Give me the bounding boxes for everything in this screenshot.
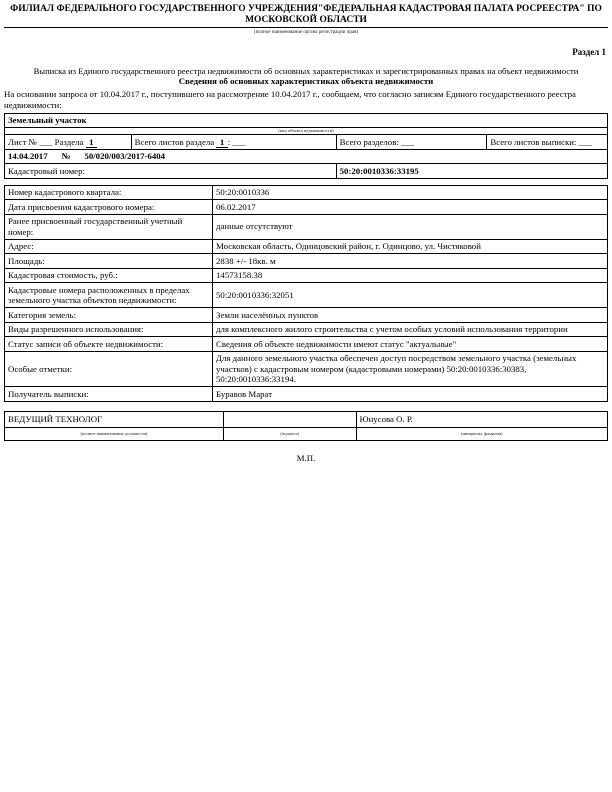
- intro-paragraph: На основании запроса от 10.04.2017 г., поступившего на рассмотрение 10.04.2017 г., сообщаем, что согласно записям Единого государственного реестра недвижимости:: [4, 88, 576, 110]
- row-value: 06.02.2017: [213, 200, 608, 215]
- row-value: 50:20:0010336:32051: [213, 283, 608, 308]
- object-type-caption: (вид объекта недвижимости): [5, 128, 608, 135]
- cadastral-number-row: [5, 164, 608, 179]
- table-row: [5, 322, 608, 337]
- sheet-number-label: Лист № ___ Раздела: [8, 136, 86, 147]
- cadastral-number-label: Кадастровый номер:: [5, 164, 337, 179]
- sheet-number-value: 1: [86, 137, 97, 148]
- document-title: Выписка из Единого государственного реестра недвижимости об основных характеристиках и зарегистрированных правах на объект недвижимости: [33, 65, 579, 76]
- date-number-row: [5, 149, 608, 164]
- table-row: [5, 200, 608, 215]
- row-value: Сведения об объекте недвижимости имеют статус "актуальные": [213, 337, 608, 352]
- sheet-number-cell: [5, 135, 132, 150]
- sections-total-cell: Всего разделов: ___: [336, 135, 487, 150]
- row-label: Особые отметки:: [5, 351, 213, 387]
- table-row: [5, 387, 608, 402]
- object-type-caption-row: [5, 128, 608, 135]
- table-row: [5, 308, 608, 323]
- signature-caption: (подпись): [223, 427, 356, 440]
- row-value: 14573158.38: [213, 268, 608, 283]
- row-label: Адрес:: [5, 239, 213, 254]
- signature-space: [223, 411, 356, 427]
- table-row: [5, 283, 608, 308]
- org-name: ФИЛИАЛ ФЕДЕРАЛЬНОГО ГОСУДАРСТВЕННОГО УЧРЕЖДЕНИЯ"ФЕДЕРАЛЬНАЯ КАДАСТРОВАЯ ПАЛАТА РОСРЕЕСТРА" ПО МОСКОВСКОЙ ОБЛАСТИ: [4, 3, 608, 28]
- row-label: Кадастровая стоимость, руб.:: [5, 268, 213, 283]
- position-caption: (полное наименование должности): [5, 427, 224, 440]
- row-label: Виды разрешенного использования:: [5, 322, 213, 337]
- extract-number: 50/020/003/2017-6404: [84, 151, 166, 161]
- table-row: [5, 254, 608, 269]
- sheets-total-label: Всего листов раздела: [134, 136, 217, 147]
- row-label: Кадастровые номера расположенных в пределах земельного участка объектов недвижимости:: [5, 283, 213, 308]
- signer-name: Юнусова О. Р.: [356, 411, 607, 427]
- row-value: 2838 +/- 18кв. м: [213, 254, 608, 269]
- number-sign: №: [61, 151, 71, 161]
- extract-date: 14.04.2017: [8, 151, 48, 161]
- sheets-total-value: 1: [216, 137, 227, 148]
- characteristics-table: [4, 185, 608, 402]
- signer-position: ВЕДУЩИЙ ТЕХНОЛОГ: [5, 411, 224, 427]
- object-type: Земельный участок: [5, 113, 608, 128]
- org-name-caption: (полное наименование органа регистрации прав): [253, 29, 359, 35]
- sheets-total-cell: [131, 135, 336, 150]
- cadastral-number-value: 50:20:0010336:33195: [336, 164, 607, 179]
- row-value: для комплексного жилого строительства с учетом особых условий использования территории: [213, 322, 608, 337]
- row-label: Статус записи об объекте недвижимости:: [5, 337, 213, 352]
- table-row: [5, 351, 608, 387]
- row-value: данные отсутствуют: [213, 214, 608, 239]
- signature-captions-row: [5, 427, 608, 440]
- section-label: Раздел 1: [572, 46, 606, 57]
- row-value: Московская область, Одинцовский район, г. Одинцово, ул. Чистяковой: [213, 239, 608, 254]
- sheet-counters-row: [5, 135, 608, 150]
- date-number-cell: [5, 149, 608, 164]
- row-value: Для данного земельного участка обеспечен доступ посредством земельного участка (земельных участков) с кадастровым номером (кадастровыми номерами) 50:20:0010336:30383, 50:20:0010336:33194.: [213, 351, 608, 387]
- row-label: Дата присвоения кадастрового номера:: [5, 200, 213, 215]
- document-subtitle: Сведения об основных характеристиках объекта недвижимости: [178, 76, 434, 86]
- signature-row: [5, 411, 608, 427]
- signature-table: [4, 411, 608, 441]
- seal-place-label: М.П.: [296, 452, 316, 463]
- table-row: [5, 337, 608, 352]
- row-label: Ранее присвоенный государственный учетный номер:: [5, 214, 213, 239]
- table-row: [5, 214, 608, 239]
- row-label: Категория земель:: [5, 308, 213, 323]
- row-label: Получатель выписки:: [5, 387, 213, 402]
- row-label: Номер кадастрового квартала:: [5, 185, 213, 200]
- table-row: [5, 268, 608, 283]
- table-row: [5, 185, 608, 200]
- object-type-row: [5, 113, 608, 128]
- row-value: 50:20:0010336: [213, 185, 608, 200]
- name-caption: (инициалы, фамилия): [356, 427, 607, 440]
- row-value: Буравов Марат: [213, 387, 608, 402]
- row-value: Земли населённых пунктов: [213, 308, 608, 323]
- extract-sheets-total-cell: Всего листов выписки: ___: [487, 135, 608, 150]
- table-row: [5, 239, 608, 254]
- sheets-total-suffix: : ___: [227, 136, 246, 147]
- row-label: Площадь:: [5, 254, 213, 269]
- head-table: [4, 113, 608, 179]
